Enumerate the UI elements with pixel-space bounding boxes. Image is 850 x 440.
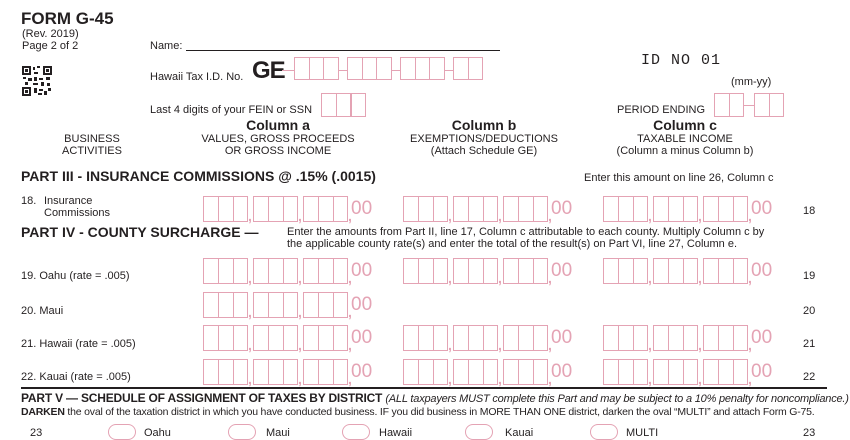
fein-label: Last 4 digits of your FEIN or SSN: [150, 104, 313, 116]
comma-separator: ,: [248, 371, 252, 387]
district-multi-label: MULTI: [626, 427, 659, 439]
form-page: Page 2 of 2: [22, 40, 79, 52]
district-hawaii-label: Hawaii: [379, 427, 413, 439]
comma-separator: ,: [498, 270, 502, 286]
column-b-sub: EXEMPTIONS/DEDUCTIONS (Attach Schedule GE): [410, 133, 558, 157]
district-maui-label: Maui: [266, 427, 290, 439]
period-format: (mm-yy): [731, 76, 772, 88]
comma-separator: ,: [698, 337, 702, 353]
comma-separator: ,: [298, 208, 302, 224]
line19-column-c-field[interactable]: [603, 258, 773, 286]
line18-right: 18: [803, 205, 816, 217]
line21-label: 21. Hawaii (rate = .005): [21, 338, 136, 350]
comma-separator: ,: [448, 337, 452, 353]
qr-code-icon: [22, 66, 52, 96]
cents-suffix: 00: [351, 361, 373, 382]
name-field[interactable]: [186, 50, 500, 51]
line20-label: 20. Maui: [21, 305, 64, 317]
line23-num: 23: [30, 427, 43, 439]
comma-separator: ,: [498, 208, 502, 224]
comma-separator: ,: [648, 337, 652, 353]
column-b-title: Column b: [451, 117, 517, 133]
part5-header: PART V — SCHEDULE OF ASSIGNMENT OF TAXES BY DISTRICT (ALL taxpayers MUST complete this Part and may be subject to a 10% penalty for noncompliance.): [21, 391, 849, 405]
line21-column-b-field[interactable]: [403, 325, 573, 353]
cents-suffix: 00: [551, 361, 573, 382]
line18-label1: Insurance: [44, 195, 93, 207]
cents-suffix: 00: [751, 260, 773, 281]
comma-separator: ,: [548, 270, 552, 286]
comma-separator: ,: [748, 270, 752, 286]
comma-separator: ,: [348, 337, 352, 353]
line22-label: 22. Kauai (rate = .005): [21, 371, 131, 383]
line19-right: 19: [803, 270, 816, 282]
tax-id-prefix: GE: [252, 57, 285, 84]
comma-separator: ,: [648, 208, 652, 224]
column-c-sub: TAXABLE INCOME (Column a minus Column b): [616, 133, 754, 157]
line18-column-b-field[interactable]: [403, 196, 573, 224]
line22-column-a-field[interactable]: [203, 359, 373, 387]
comma-separator: ,: [348, 270, 352, 286]
column-a-sub: VALUES, GROSS PROCEEDS OR GROSS INCOME: [201, 133, 355, 157]
cents-suffix: 00: [551, 327, 573, 348]
district-kauai-label: Kauai: [505, 427, 534, 439]
comma-separator: ,: [648, 371, 652, 387]
cents-suffix: 00: [751, 361, 773, 382]
line21-right: 21: [803, 338, 816, 350]
column-c-title: Column c: [653, 117, 717, 133]
line19-column-a-field[interactable]: [203, 258, 373, 286]
cents-suffix: 00: [351, 260, 373, 281]
line18-column-a-field[interactable]: [203, 196, 373, 224]
cents-suffix: 00: [551, 198, 573, 219]
tax-id-label: Hawaii Tax I.D. No.: [150, 71, 244, 83]
column-a-title: Column a: [246, 117, 310, 133]
comma-separator: ,: [248, 304, 252, 320]
comma-separator: ,: [698, 208, 702, 224]
comma-separator: ,: [448, 208, 452, 224]
comma-separator: ,: [648, 270, 652, 286]
business-header: BUSINESS ACTIVITIES: [62, 133, 122, 157]
cents-suffix: 00: [351, 294, 373, 315]
period-label: PERIOD ENDING: [617, 104, 706, 116]
comma-separator: ,: [348, 304, 352, 320]
cents-suffix: 00: [351, 327, 373, 348]
line18-label2: Commissions: [44, 207, 111, 219]
comma-separator: ,: [698, 270, 702, 286]
name-label: Name:: [150, 40, 183, 52]
comma-separator: ,: [248, 208, 252, 224]
comma-separator: ,: [248, 337, 252, 353]
comma-separator: ,: [298, 337, 302, 353]
form-id: FORM G-45: [21, 9, 114, 28]
district-oahu-label: Oahu: [144, 427, 171, 439]
part4-desc2: the applicable county rate(s) and enter the total of the result(s) on Part VI, line 27, Column e.: [287, 238, 738, 250]
cents-suffix: 00: [551, 260, 573, 281]
comma-separator: ,: [498, 371, 502, 387]
form-rev: (Rev. 2019): [22, 28, 79, 40]
id-no: ID NO 01: [641, 52, 722, 69]
line19-label: 19. Oahu (rate = .005): [21, 270, 130, 282]
comma-separator: ,: [298, 270, 302, 286]
line19-column-b-field[interactable]: [403, 258, 573, 286]
comma-separator: ,: [748, 208, 752, 224]
comma-separator: ,: [748, 371, 752, 387]
part3-title: PART III - INSURANCE COMMISSIONS @ .15% (.0015): [21, 168, 376, 184]
cents-suffix: 00: [351, 198, 373, 219]
line22-column-b-field[interactable]: [403, 359, 573, 387]
cents-suffix: 00: [751, 198, 773, 219]
comma-separator: ,: [448, 270, 452, 286]
part3-note: Enter this amount on line 26, Column c: [584, 172, 774, 184]
comma-separator: ,: [298, 304, 302, 320]
comma-separator: ,: [548, 371, 552, 387]
comma-separator: ,: [748, 337, 752, 353]
line22-column-c-field[interactable]: [603, 359, 773, 387]
comma-separator: ,: [348, 371, 352, 387]
line20-right: 20: [803, 305, 816, 317]
comma-separator: ,: [698, 371, 702, 387]
comma-separator: ,: [298, 371, 302, 387]
comma-separator: ,: [448, 371, 452, 387]
cents-suffix: 00: [751, 327, 773, 348]
comma-separator: ,: [498, 337, 502, 353]
part4-desc1: Enter the amounts from Part II, line 17, Column c attributable to each county. Multiply Column c by: [287, 226, 765, 238]
line21-column-c-field[interactable]: [603, 325, 773, 353]
part5-rule: [21, 387, 827, 389]
comma-separator: ,: [548, 337, 552, 353]
comma-separator: ,: [248, 270, 252, 286]
line20-column-a-field[interactable]: [203, 292, 373, 320]
part5-instructions: DARKEN the oval of the taxation district in which you have conducted business. IF you did business in MORE THAN ONE district, darken the oval “MULTI” and attach Form G-75.: [21, 406, 815, 418]
comma-separator: ,: [548, 208, 552, 224]
line18-num: 18.: [21, 195, 37, 207]
line23-right: 23: [803, 427, 816, 439]
line22-right: 22: [803, 371, 816, 383]
line18-column-c-field[interactable]: [603, 196, 773, 224]
line21-column-a-field[interactable]: [203, 325, 373, 353]
part4-title: PART IV - COUNTY SURCHARGE —: [21, 224, 259, 240]
comma-separator: ,: [348, 208, 352, 224]
